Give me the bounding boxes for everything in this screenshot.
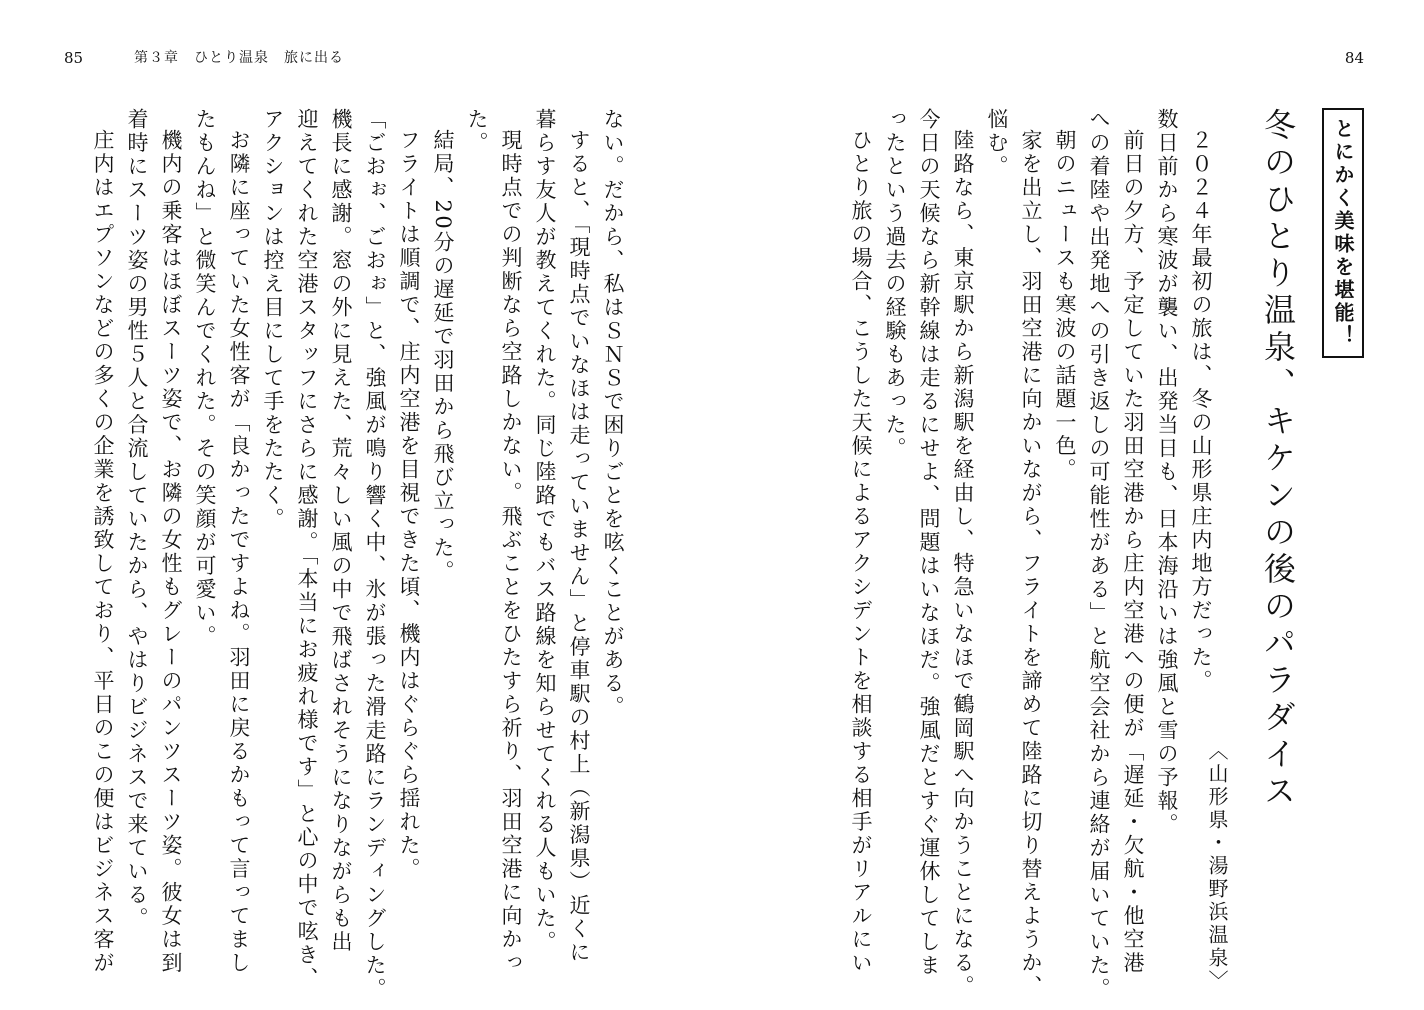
body-line-right: 陸路なら、東京駅から新潟駅を経由し、特急いなほで鶴岡駅へ向かうことになる。 [951,129,975,999]
body-line-left: たもんね」と微笑んでくれた。その笑顔が可愛い。 [193,108,217,649]
body-line-right: 家を出立し、羽田空港に向かいながら、フライトを諦めて陸路に切り替えようか、 [1019,129,1043,999]
body-line-right: 数日前から寒波が襲い、出発当日も、日本海沿いは強風と雪の予報。 [1155,108,1179,837]
body-line-left: フライトは順調で、庄内空港を目視できた頃、機内はぐらぐら揺れた。 [397,129,421,881]
body-line-right: 朝のニュースも寒波の話題一色。 [1053,129,1077,482]
body-line-left: 機内の乗客はほぼスーツ姿で、お隣の女性もグレーのパンツスーツ姿。彼女は到 [159,129,183,975]
body-line-left: すると、「現時点でいなほは走っていません」と停車駅の村上（新潟県）近くに [567,129,591,965]
body-line-left: 迎えてくれた空港スタッフにさらに感謝。「本当にお疲れ様です」と心の中で呟き、 [295,108,319,991]
article-location: 〈山形県・湯野浜温泉〉 [1205,740,1229,993]
article-title: 冬のひとり温泉、キケンの後のパラダイス [1259,108,1297,811]
page-number-right: 84 [1344,49,1364,67]
body-line-left: た。 [465,108,489,155]
body-line-right: 今日の天候なら新幹線は走るにせよ、問題はいなほだ。強風だとすぐ運休してしま [917,108,941,978]
body-line-right: への着陸や出発地への引き返しの可能性がある」と航空会社から連絡が届いていた。 [1087,108,1111,1001]
body-line-right: ったという過去の経験もあった。 [883,108,907,461]
body-line-left: 結局、20分の遅延で羽田から飛び立った。 [431,129,455,584]
body-line-left: 着時にスーツ姿の男性５人と合流していたから、やはりビジネスで来ている。 [125,108,149,931]
page-number-left: 85 [64,49,84,67]
article-tag: とにかく美味を堪能！ [1322,108,1364,358]
body-line-left: 庄内はエプソンなどの多くの企業を誘致しており、平日のこの便はビジネス客が [91,129,115,975]
body-line-left: 暮らす友人が教えてくれた。同じ陸路でもバス路線を知らせてくれる人もいた。 [533,108,557,954]
body-line-left: 「ごおぉ、ごおぉ」と、強風が鳴り響く中、氷が張った滑走路にランディングした。 [363,108,387,1001]
body-line-left: お隣に座っていた女性客が「良かったですよね。羽田に戻るかもって言ってまし [227,129,251,975]
body-line-right: ひとり旅の場合、こうした天候によるアクシデントを相談する相手がリアルにい [849,129,873,975]
body-line-left: アクションは控え目にして手をたたく。 [261,108,285,531]
body-line-right: 前日の夕方、予定していた羽田空港から庄内空港への便が「遅延・欠航・他空港 [1121,129,1145,975]
body-line-right: 悩む。 [985,108,1009,179]
body-line-left: 機長に感謝。窓の外に見えた、荒々しい風の中で飛ばされそうになりながらも出 [329,108,353,954]
body-line-right: ２０２４年最初の旅は、冬の山形県庄内地方だった。 [1189,129,1213,693]
body-line-left: 現時点での判断なら空路しかない。飛ぶことをひたすら祈り、羽田空港に向かっ [499,129,523,975]
running-head: 第３章 ひとり温泉 旅に出る [134,50,344,66]
body-line-left: ない。だから、私はＳＮＳで困りごとを呟くことがある。 [601,108,625,719]
